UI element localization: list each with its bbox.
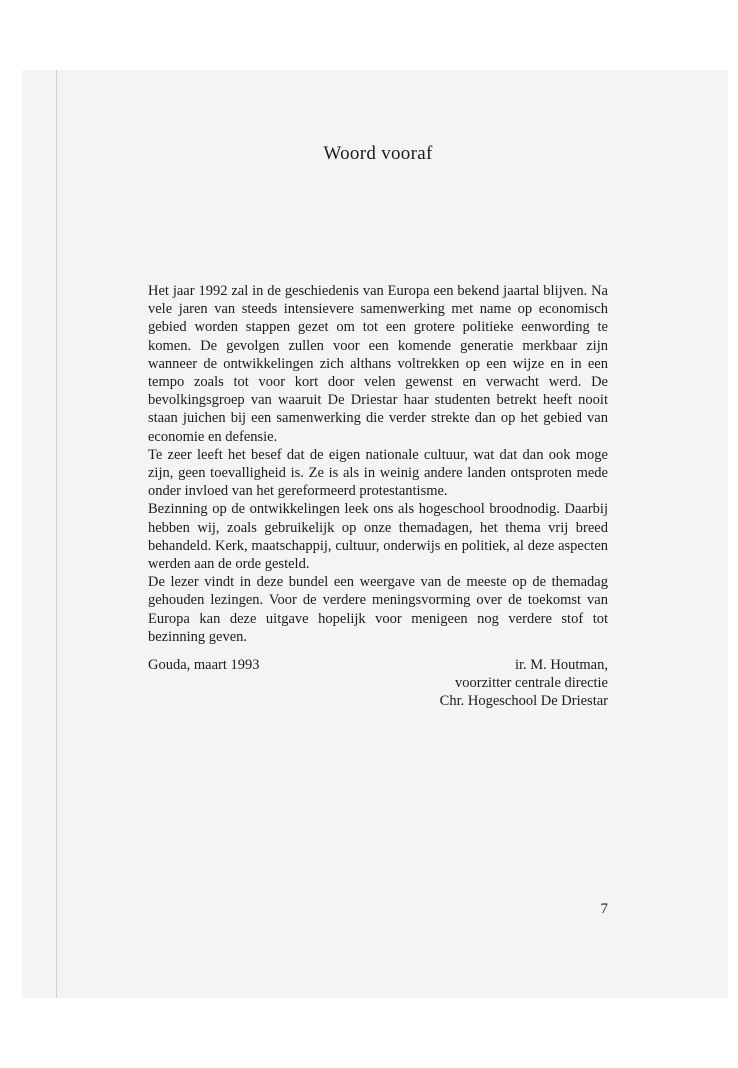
paragraph: Het jaar 1992 zal in de geschiedenis van Europa een bekend jaartal blijven. Na vele jaren van steeds intensievere samenwerking met name op economisch gebied worden stappen gezet om tot een grotere politieke eenwording te komen. De gevolgen zullen voor een komende generatie merkbaar zijn wanneer de ontwikkelingen zich althans voltrekken op een wijze en in een tempo zoals tot voor kort door velen gewenst en verwacht werd. De bevolkingsgroep van waaruit De Driestar haar studenten betrekt heeft nooit staan juichen bij een samenwerking die verder strekte dan op het gebied van economie en defensie. bbox=[148, 283, 608, 445]
signer bbox=[440, 656, 608, 711]
page-title: Woord vooraf bbox=[323, 143, 433, 164]
paragraph: De lezer vindt in deze bundel een weergave van de meeste op de themadag gehouden lezingen. Voor de verdere meningsvorming over de toekomst van Europa kan deze uitgave hopelijk voor menigeen nog verdere stof tot bezinning geven. bbox=[148, 574, 608, 645]
binding-edge bbox=[56, 70, 57, 998]
place-date: Gouda, maart 1993 bbox=[148, 657, 260, 673]
page-number: 7 bbox=[600, 901, 608, 917]
signer-organization: Chr. Hogeschool De Driestar bbox=[439, 693, 608, 710]
paragraph: Bezinning op de ontwikkelingen leek ons als hogeschool broodnodig. Daarbij hebben wij, zoals gebruikelijk op onze themadagen, het thema vrij breed behandeld. Kerk, maatschappij, cultuur, onderwijs en politiek, al deze aspecten werden aan de orde gesteld. bbox=[148, 501, 608, 573]
signer-role: voorzitter centrale directie bbox=[455, 675, 608, 692]
paragraph: Te zeer leeft het besef dat de eigen nationale cultuur, wat dat dan ook moge zijn, geen toevalligheid is. Ze is als in weinig andere landen ontsproten mede onder invloed van het gereformeerd protestantisme. bbox=[148, 446, 608, 500]
signer-name: ir. M. Houtman, bbox=[514, 657, 608, 673]
foreword-body bbox=[148, 282, 608, 646]
